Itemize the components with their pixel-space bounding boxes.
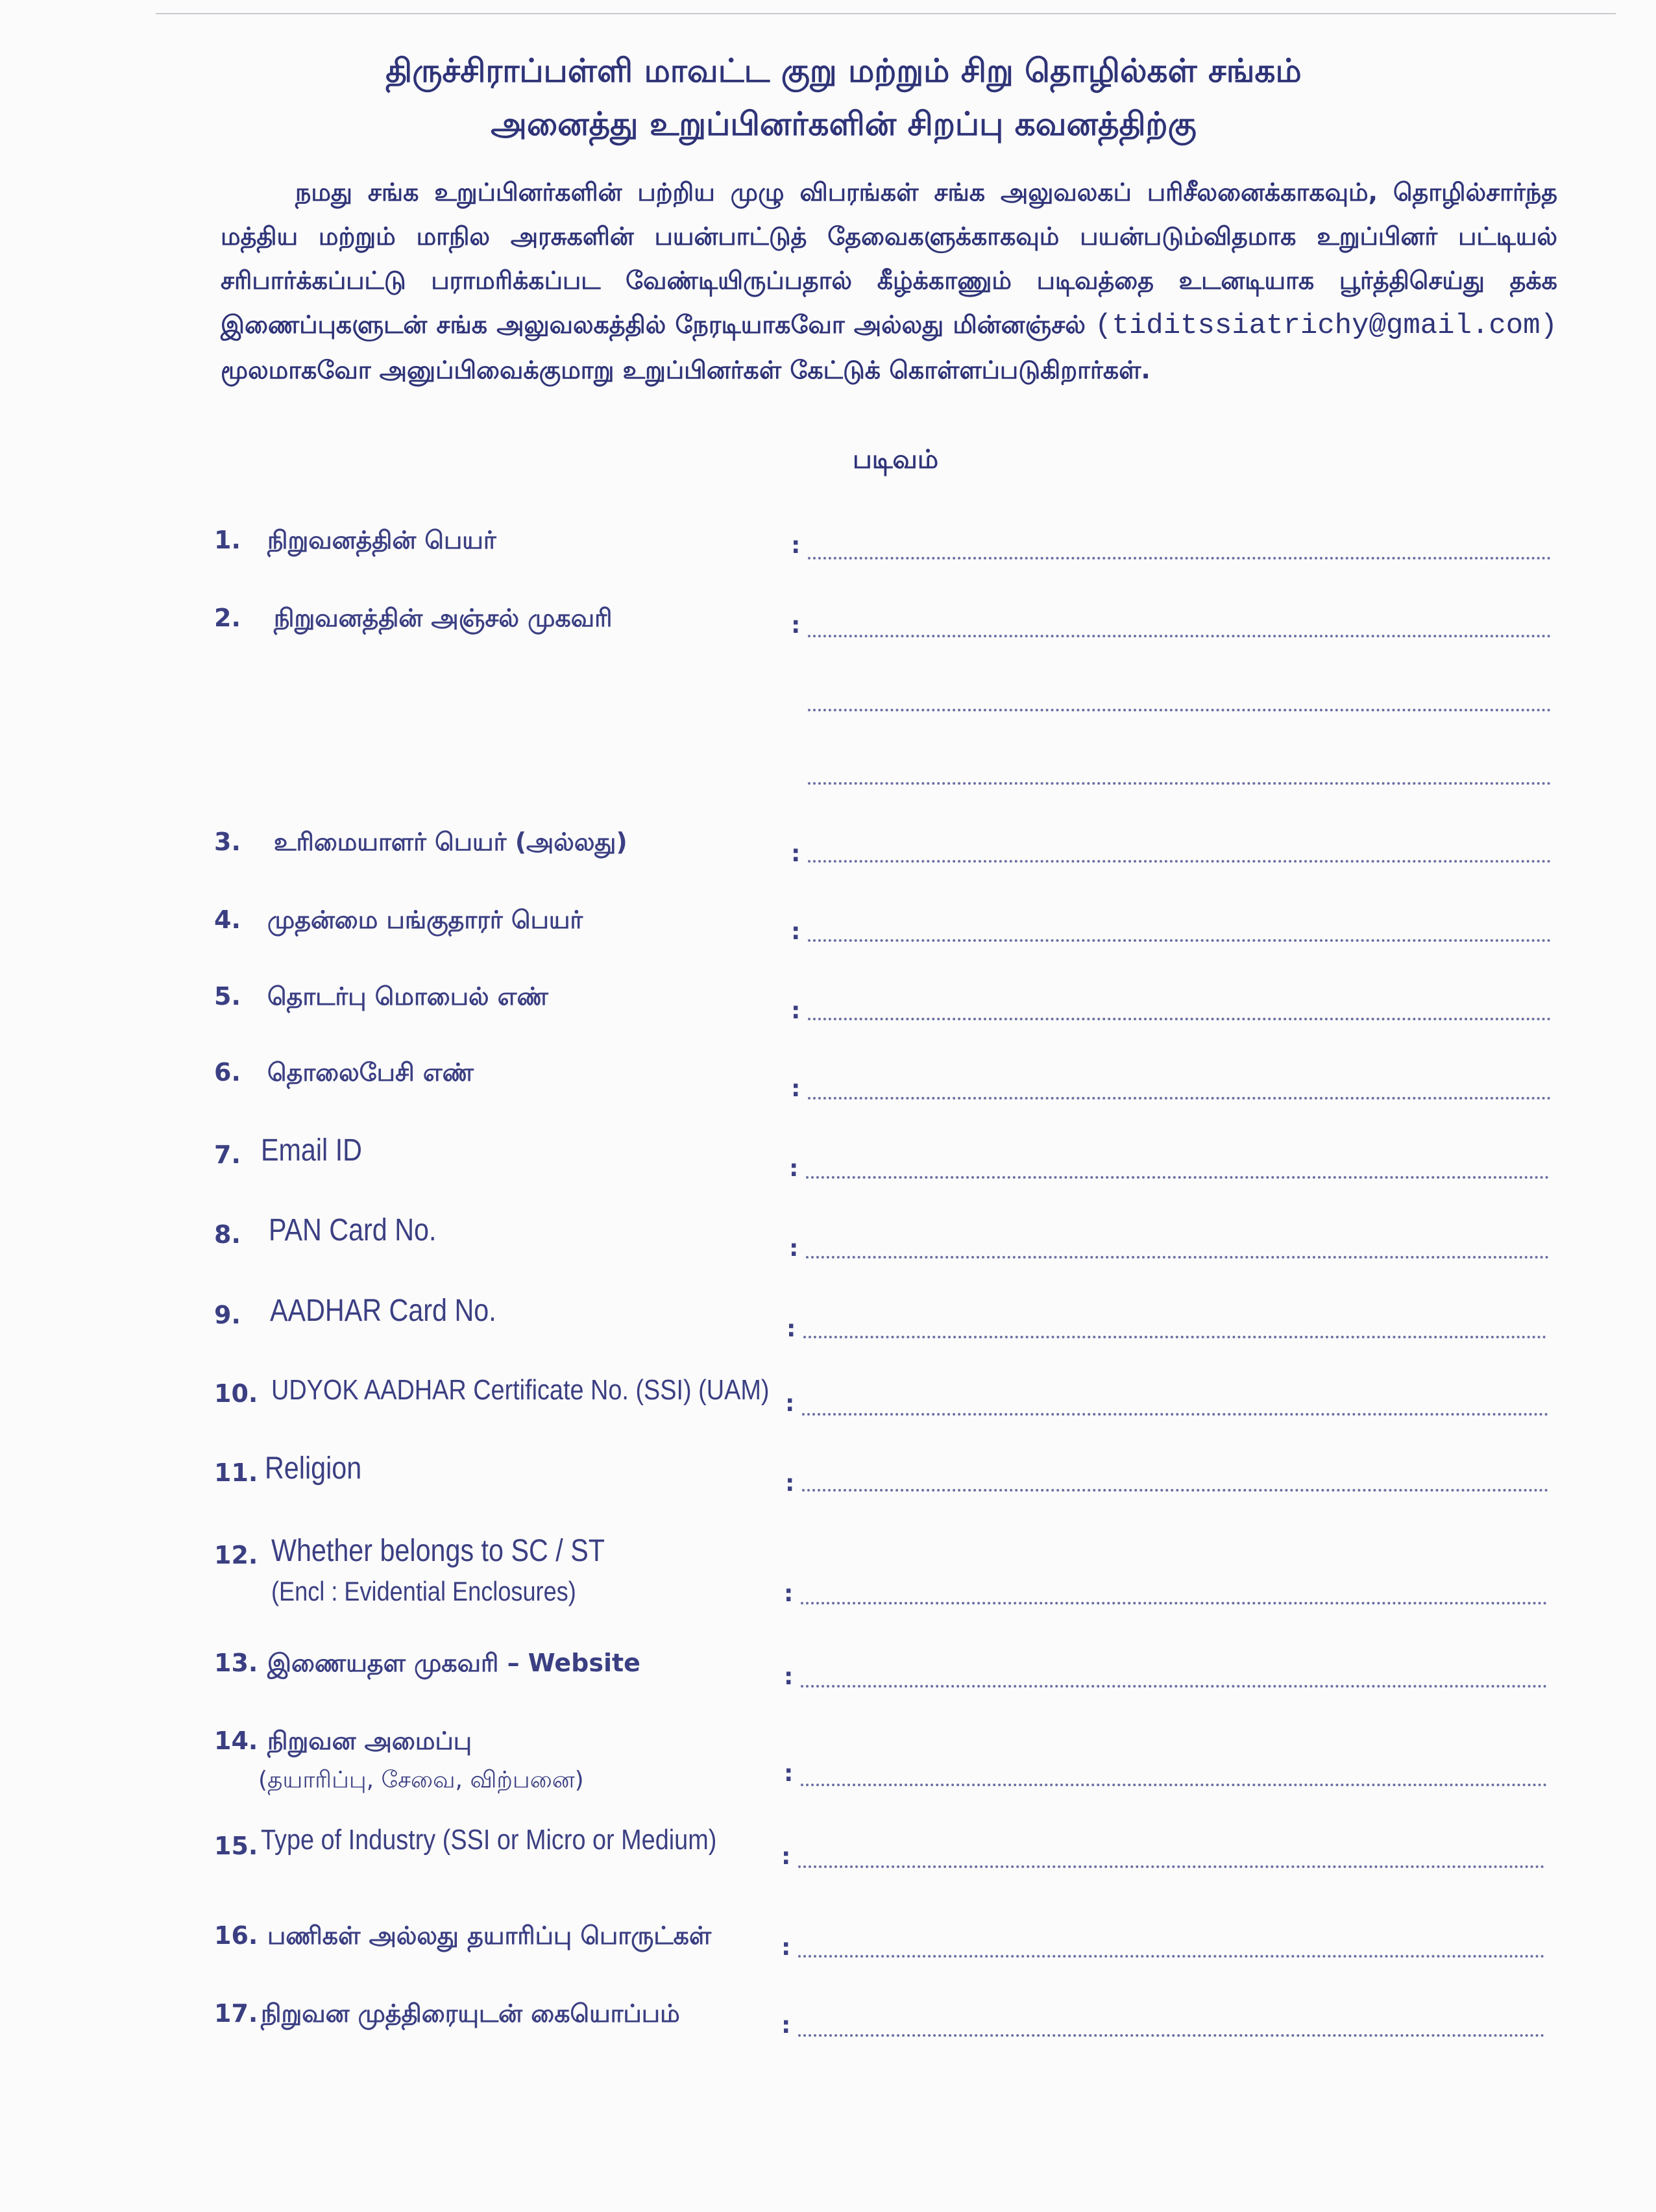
intro-text-part1: நமது சங்க உறுப்பினர்களின் பற்றிய முழு விபரங்கள் சங்க அலுவலகப் பரிசீலனைக்காகவும், தொழில்சார்ந்த மத்திய மற்றும் மாநில அரசுகளின் பயன்பாட்டுத் தேவைகளுக்காகவும் பயன்படும்விதமாக உறுப்பினர் பட்டியல் சரிபார்க்கப்பட்டு பராமரிக்கப்பட வேண்டியிருப்பதால் கீழ்க்காணும் படிவத்தை உடனடியாக பூர்த்திசெய்து தக்க இணைப்புகளுடன் சங்க அலுவலகத்தில் நேரடியாகவோ அல்லது மின்னஞ்சல் (221, 178, 1557, 339)
field-sublabel-organization-type: (தயாரிப்பு, சேவை, விற்பனை) (258, 1767, 584, 1793)
sc-st-input-line[interactable] (801, 1602, 1547, 1604)
field-number: 17. (214, 1999, 258, 2028)
field-colon: : (791, 612, 801, 639)
field-label-industry-type: Type of Industry (SSI or Micro or Medium) (261, 1824, 717, 1856)
field-label-udyog-aadhar: UDYOK AADHAR Certificate No. (SSI) (UAM) (271, 1374, 770, 1406)
field-label-mobile: தொடர்பு மொபைல் எண் (267, 982, 548, 1011)
field-colon: : (789, 1235, 799, 1262)
field-colon: : (781, 1934, 791, 1961)
field-colon: : (784, 1664, 794, 1690)
field-number: 11. (214, 1458, 258, 1487)
top-rule (156, 13, 1616, 14)
field-number: 9. (214, 1301, 241, 1329)
field-number: 4. (214, 905, 241, 934)
organization-type-input-line[interactable] (801, 1784, 1547, 1786)
signature-input-line[interactable] (798, 2034, 1544, 2037)
field-label-seal-signature: நிறுவன முத்திரையுடன் கையொப்பம் (261, 1999, 680, 2028)
postal-address-input-line-2[interactable] (808, 709, 1551, 711)
notice-subtitle: அனைத்து உறுப்பினர்களின் சிறப்பு கவனத்திற்கு (491, 105, 1197, 143)
field-number: 7. (214, 1140, 241, 1169)
udyog-aadhar-input-line[interactable] (802, 1413, 1548, 1416)
postal-address-input-line-3[interactable] (808, 782, 1551, 785)
field-colon: : (785, 1390, 795, 1417)
field-number: 16. (214, 1921, 258, 1950)
field-colon: : (791, 532, 801, 559)
field-label-pan: PAN Card No. (269, 1213, 437, 1247)
form-heading: படிவம் (852, 445, 939, 474)
intro-text-part2: மூலமாகவோ அனுப்பிவைக்குமாறு உறுப்பினர்கள் கேட்டுக் கொள்ளப்படுகிறார்கள். (221, 356, 1151, 384)
field-colon: : (791, 1075, 801, 1102)
association-title: திருச்சிராப்பள்ளி மாவட்ட குறு மற்றும் சிறு தொழில்கள் சங்கம் (385, 52, 1302, 90)
field-number: 10. (214, 1379, 258, 1408)
field-label-postal-address: நிறுவனத்தின் அஞ்சல் முகவரி (274, 604, 613, 632)
intro-paragraph (221, 170, 1557, 392)
field-colon: : (781, 2012, 791, 2039)
postal-address-input-line-1[interactable] (808, 635, 1551, 637)
aadhar-input-line[interactable] (803, 1336, 1546, 1338)
field-colon: : (791, 918, 801, 945)
field-label-telephone: தொலைபேசி எண் (267, 1058, 474, 1087)
field-number: 6. (214, 1058, 241, 1087)
field-number: 12. (214, 1541, 258, 1569)
field-number: 1. (214, 526, 241, 554)
field-number: 5. (214, 982, 241, 1011)
field-colon: : (781, 1843, 791, 1870)
email-input-line[interactable] (806, 1176, 1549, 1179)
field-label-organization-type: நிறுவன அமைப்பு (267, 1727, 472, 1755)
field-sublabel-enclosures: (Encl : Evidential Enclosures) (271, 1576, 576, 1606)
field-label-company-name: நிறுவனத்தின் பெயர் (267, 526, 496, 554)
field-label-partner-name: முதன்மை பங்குதாரர் பெயர் (267, 905, 583, 934)
religion-input-line[interactable] (802, 1489, 1548, 1492)
field-colon: : (786, 1316, 796, 1342)
field-number: 15. (214, 1832, 258, 1860)
field-colon: : (784, 1580, 794, 1607)
field-colon: : (789, 1155, 799, 1182)
pan-input-line[interactable] (806, 1256, 1549, 1259)
field-number: 13. (214, 1649, 258, 1677)
field-label-website: இணையதள முகவரி – Website (267, 1649, 640, 1677)
field-colon: : (785, 1470, 795, 1497)
field-label-owner-name: உரிமையாளர் பெயர் (அல்லது) (274, 828, 627, 856)
partner-name-input-line[interactable] (808, 939, 1551, 942)
field-colon: : (784, 1760, 794, 1787)
field-label-aadhar: AADHAR Card No. (270, 1294, 496, 1328)
field-number: 8. (214, 1220, 241, 1249)
products-input-line[interactable] (798, 1955, 1544, 1958)
industry-type-input-line[interactable] (798, 1865, 1544, 1868)
field-label-sc-st: Whether belongs to SC / ST (271, 1534, 605, 1568)
field-colon: : (791, 998, 801, 1024)
field-number: 14. (214, 1727, 258, 1755)
website-input-line[interactable] (801, 1685, 1547, 1688)
field-number: 2. (214, 604, 241, 632)
field-colon: : (791, 841, 801, 867)
field-label-email: Email ID (261, 1133, 362, 1168)
field-number: 3. (214, 828, 241, 856)
mobile-input-line[interactable] (808, 1018, 1551, 1020)
field-label-products: பணிகள் அல்லது தயாரிப்பு பொருட்கள் (267, 1921, 712, 1950)
field-label-religion: Religion (265, 1451, 362, 1486)
telephone-input-line[interactable] (808, 1097, 1551, 1100)
intro-email: (tiditssiatrichy@gmail.com) (1095, 310, 1557, 342)
company-name-input-line[interactable] (808, 557, 1551, 559)
owner-name-input-line[interactable] (808, 860, 1551, 863)
